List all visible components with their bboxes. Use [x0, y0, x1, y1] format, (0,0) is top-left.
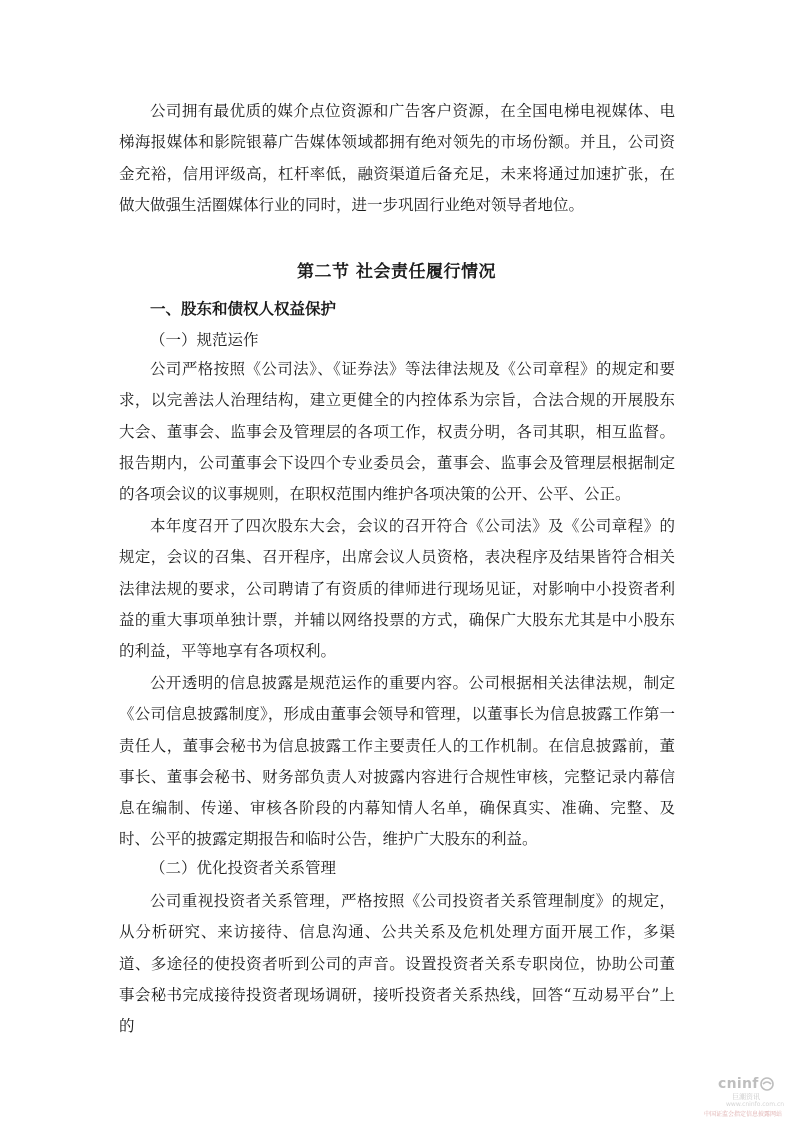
watermark-org: 中国证监会指定信息披露网站 [704, 1111, 783, 1118]
watermark-logo-text: cninf [718, 1076, 759, 1092]
paragraph-governance: 公司严格按照《公司法》、《证券法》等法律法规及《公司章程》的规定和要求，以完善法人治理结构，建立更健全的内控体系为宗旨，合法合规的开展股东大会、董事会、监事会及管理层的各项工作，权责分明，各司其职，相互监督。报告期内，公司董事会下设四个专业委员会，董事会、监事会及管理层根据制定的各项会议的议事规则，在职权范围内维护各项决策的公开、公平、公正。 [119, 360, 675, 504]
paragraph-investor-relations: 公司重视投资者关系管理，严格按照《公司投资者关系管理制度》的规定，从分析研究、来访接待、信息沟通、公共关系及危机处理方面开展工作，多渠道、多途径的使投资者听到公司的声音。设置投资者关系专职岗位，协助公司董事会秘书完成接待投资者现场调研，接听投资者关系热线，回答“互动易平台”上的 [119, 892, 675, 1036]
watermark-url: www.cninfo.com.cn [726, 1101, 785, 1108]
heading-shareholder-protection: 一、股东和债权人权益保护 [150, 300, 337, 318]
intro-paragraph: 公司拥有最优质的媒介点位资源和广告客户资源，在全国电梯电视媒体、电梯海报媒体和影院银幕广告媒体领域都拥有绝对领先的市场份额。并且，公司资金充裕，信用评级高，杠杆率低，融资渠道后备充足，未来将通过加速扩张，在做大做强生活圈媒体行业的同时，进一步巩固行业绝对领导者地位。 [119, 102, 675, 214]
cninfo-watermark [700, 1076, 790, 1120]
paragraph-disclosure: 公开透明的信息披露是规范运作的重要内容。公司根据相关法律法规，制定《公司信息披露制度》，形成由董事会领导和管理，以董事长为信息披露工作第一责任人，董事会秘书为信息披露工作主要责任人的工作机制。在信息披露前，董事长、董事会秘书、财务部负责人对披露内容进行合规性审核，完整记录内幕信息在编制、传递、审核各阶段的内幕知情人名单，确保真实、准确、完整、及时、公平的披露定期报告和临时公告，维护广大股东的利益。 [119, 674, 675, 849]
paragraph-shareholder-meetings: 本年度召开了四次股东大会，会议的召开符合《公司法》及《公司章程》的规定，会议的召集、召开程序，出席会议人员资格，表决程序及结果皆符合相关法律法规的要求，公司聘请了有资质的律师进行现场见证，对影响中小投资者利益的重大事项单独计票，并辅以网络投票的方式，确保广大股东尤其是中小股东的利益，平等地享有各项权利。 [119, 517, 675, 661]
cninfo-swirl-icon [760, 1077, 774, 1091]
section-title: 第二节 社会责任履行情况 [297, 262, 496, 282]
watermark-subtitle: 巨潮资讯 [732, 1093, 760, 1101]
subheading-standard-operation: （一）规范运作 [150, 331, 259, 349]
subheading-investor-relations: （二）优化投资者关系管理 [150, 859, 337, 877]
